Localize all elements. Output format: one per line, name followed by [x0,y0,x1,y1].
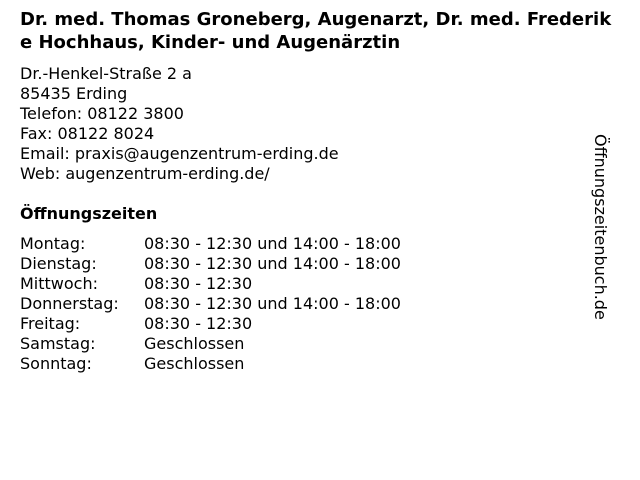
hours-row-monday [20,234,401,254]
hours-row-wednesday [20,274,401,294]
day-label: Samstag: [20,334,96,353]
fax-line: Fax: 08122 8024 [20,124,155,143]
address-block [20,64,339,184]
day-label: Donnerstag: [20,294,119,313]
hours-row-friday [20,314,401,334]
time-value: 08:30 - 12:30 und 14:00 - 18:00 [144,254,401,273]
day-label: Freitag: [20,314,81,333]
street-line: Dr.-Henkel-Straße 2 a [20,64,192,83]
day-label: Mittwoch: [20,274,98,293]
day-label: Sonntag: [20,354,92,373]
email-line: Email: praxis@augenzentrum-erding.de [20,144,339,163]
practice-title: Dr. med. Thomas Groneberg, Augenarzt, Dr. med. Frederike Hochhaus, Kinder- und Augenärztin [20,9,612,53]
day-label: Montag: [20,234,86,253]
day-label: Dienstag: [20,254,97,273]
hours-row-tuesday [20,254,401,274]
city-line: 85435 Erding [20,84,128,103]
hours-row-saturday [20,334,401,354]
time-value: 08:30 - 12:30 [144,274,253,293]
time-value: 08:30 - 12:30 und 14:00 - 18:00 [144,234,401,253]
hours-row-thursday [20,294,401,314]
web-line: Web: augenzentrum-erding.de/ [20,164,270,183]
time-value: Geschlossen [144,354,245,373]
time-value: Geschlossen [144,334,245,353]
hours-heading: Öffnungszeiten [20,204,158,223]
hours-table [20,234,401,374]
hours-row-sunday [20,354,401,374]
time-value: 08:30 - 12:30 [144,314,253,333]
time-value: 08:30 - 12:30 und 14:00 - 18:00 [144,294,401,313]
watermark-vertical-text: Öffnungszeitenbuch.de [591,134,610,320]
phone-line: Telefon: 08122 3800 [20,104,184,123]
